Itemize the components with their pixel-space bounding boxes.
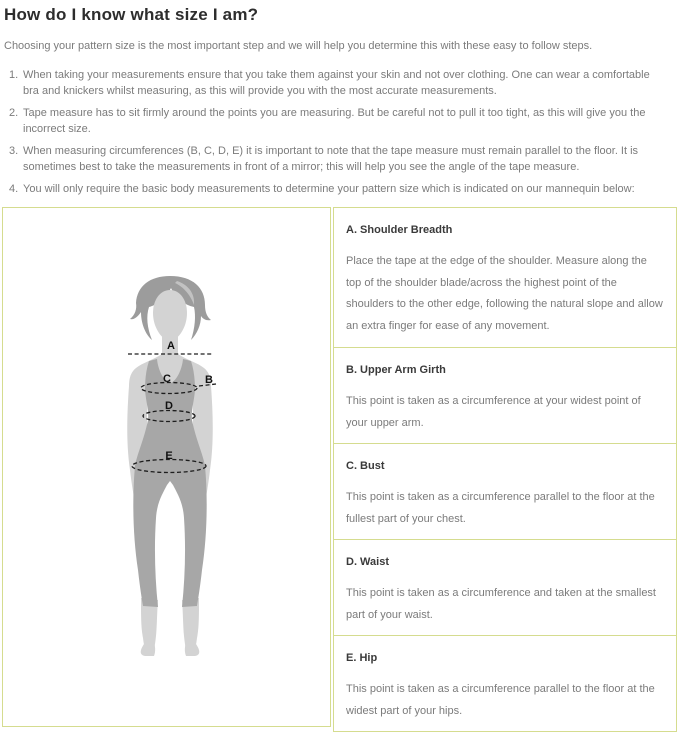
mannequin-panel <box>2 207 331 727</box>
marker-d-label: D <box>165 400 173 412</box>
step-item-3 <box>4 143 665 175</box>
section-body: This point is taken as a circumference and taken at the smallest part of your waist. <box>346 587 656 621</box>
page-title: How do I know what size I am? <box>4 5 259 24</box>
step-number: 4. <box>9 183 19 195</box>
step-item-4 <box>4 181 665 197</box>
section-shoulder-breadth <box>333 207 677 348</box>
step-text: You will only require the basic body measurements to determine your pattern size which is indicated on our mannequin below: <box>23 183 635 195</box>
section-heading: A. Shoulder Breadth <box>346 224 453 236</box>
section-hip <box>333 635 677 732</box>
section-body: This point is taken as a circumference parallel to the floor at the fullest part of your chest. <box>346 491 655 525</box>
section-body: This point is taken as a circumference at your widest point of your upper arm. <box>346 395 641 429</box>
marker-b-label: B <box>205 374 213 386</box>
mannequin-right-foot <box>185 642 199 656</box>
size-guide-panels <box>2 207 677 732</box>
step-number: 3. <box>9 145 19 157</box>
section-upper-arm-girth <box>333 347 677 444</box>
section-body: Place the tape at the edge of the shoulder. Measure along the top of the shoulder blade/across the highest point of the shoulders to the other edge, following the natural slope and allow an extra finger for ease of any movement. <box>346 255 663 332</box>
measurement-steps-list <box>4 67 675 197</box>
section-heading: E. Hip <box>346 652 378 664</box>
section-waist <box>333 539 677 636</box>
section-bust <box>333 443 677 540</box>
section-heading: B. Upper Arm Girth <box>346 364 446 376</box>
step-number: 1. <box>9 69 19 81</box>
mannequin-left-foot <box>141 642 155 656</box>
marker-e-label: E <box>165 450 173 462</box>
marker-c-label: C <box>163 373 171 385</box>
section-body: This point is taken as a circumference parallel to the floor at the widest part of your hips. <box>346 683 655 717</box>
section-heading: D. Waist <box>346 556 389 568</box>
section-heading: C. Bust <box>346 460 385 472</box>
measurement-descriptions <box>333 207 677 732</box>
marker-a-label: A <box>167 340 175 352</box>
step-text: When measuring circumferences (B, C, D, E) it is important to note that the tape measure must remain parallel to the floor. It is sometimes best to take the measurements in front of a mirror; this will help you see the angle of the tape measure. <box>23 145 639 173</box>
step-text: When taking your measurements ensure that you take them against your skin and not over clothing. One can wear a comfortable bra and knickers whilst measuring, as this will provide you with the most accurate measurements. <box>23 69 650 97</box>
step-item-2 <box>4 105 665 137</box>
mannequin-figure <box>3 208 330 726</box>
step-item-1 <box>4 67 665 99</box>
step-text: Tape measure has to sit firmly around the points you are measuring. But be careful not to pull it too tight, as this will give you the incorrect size. <box>23 107 646 135</box>
intro-paragraph: Choosing your pattern size is the most important step and we will help you determine this with these easy to follow steps. <box>4 40 593 52</box>
step-number: 2. <box>9 107 19 119</box>
